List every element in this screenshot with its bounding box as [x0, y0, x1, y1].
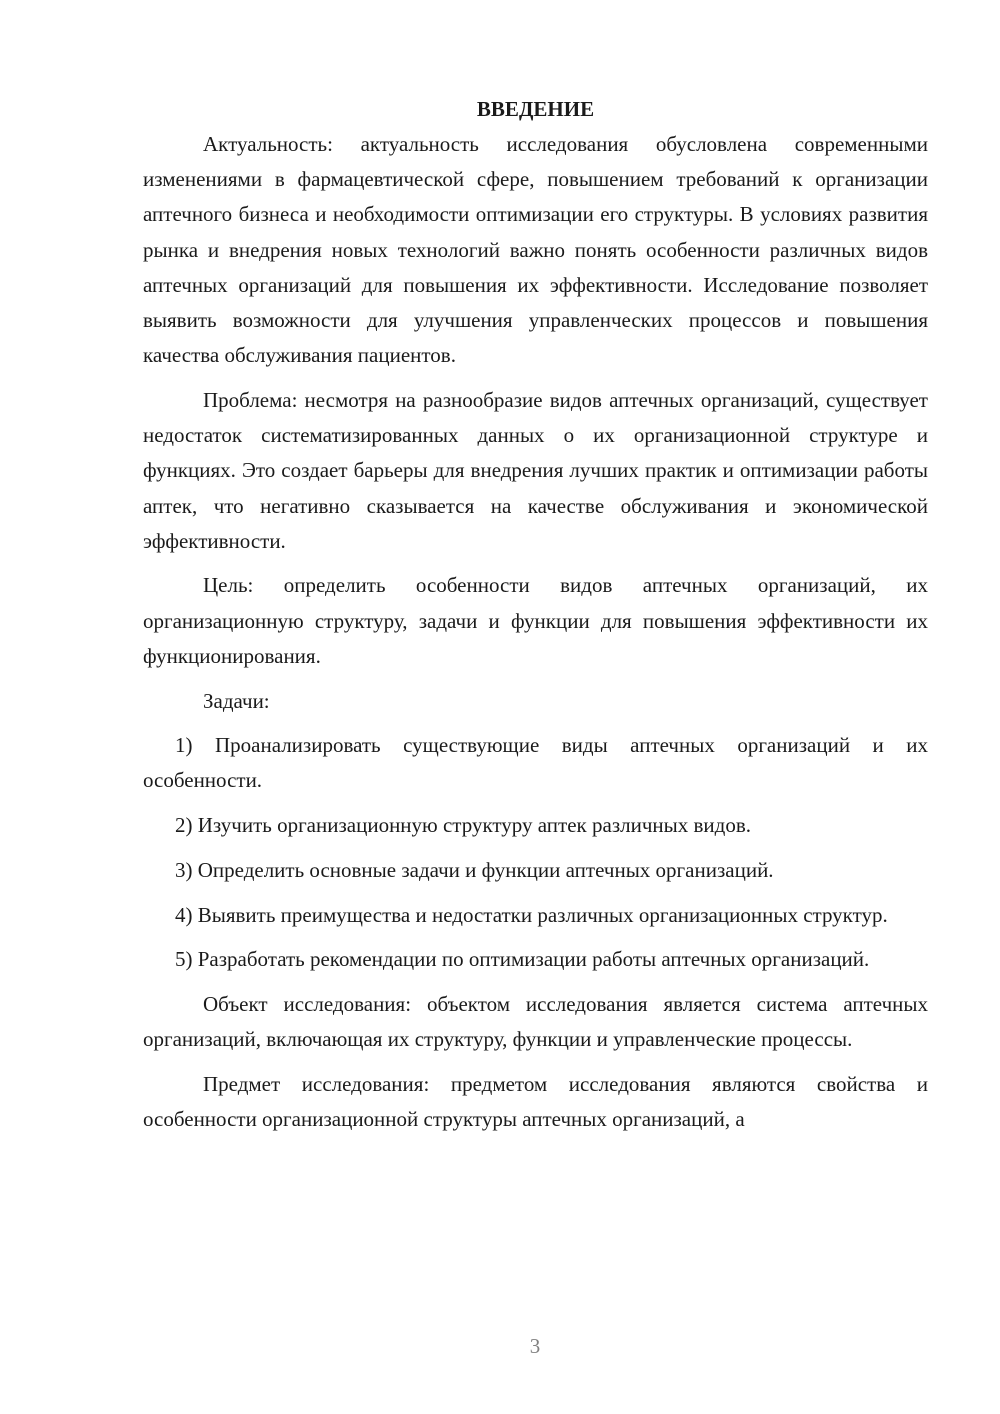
paragraph-subject: Предмет исследования: предметом исследования являются свойства и особенности организационной структуры аптечных организаций, а	[143, 1071, 928, 1132]
tasks-heading: Задачи:	[203, 688, 270, 713]
task-item-2: 2) Изучить организационную структуру аптек различных видов.	[175, 813, 751, 838]
task-item-5: 5) Разработать рекомендации по оптимизации работы аптечных организаций.	[175, 947, 870, 972]
paragraph-object: Объект исследования: объектом исследования является система аптечных организаций, включающая их структуру, функции и управленческие процессы.	[143, 991, 928, 1052]
paragraph-goal: Цель: определить особенности видов аптечных организаций, их организационную структуру, задачи и функции для повышения эффективности их функционирования.	[143, 573, 928, 668]
task-item-1: 1) Проанализировать существующие виды аптечных организаций и их особенности.	[143, 733, 928, 793]
document-page	[143, 92, 928, 1147]
paragraph-problem: Проблема: несмотря на разнообразие видов аптечных организаций, существует недостаток систематизированных данных о их организационной структуре и функциях. Это создает барьеры для внедрения лучших практик и оптимизации работы аптек, что негативно сказывается на качестве обслуживания и экономической эффективности.	[143, 387, 928, 553]
paragraph-relevance: Актуальность: актуальность исследования обусловлена современными изменениями в фармацевтической сфере, повышением требований к организации аптечного бизнеса и необходимости оптимизации его структуры. В условиях развития рынка и внедрения новых технологий важно понять особенности различных видов аптечных организаций для повышения их эффективности. Исследование позволяет выявить возможности для улучшения управленческих процессов и повышения качества обслуживания пациентов.	[143, 132, 928, 368]
section-title: ВВЕДЕНИЕ	[476, 97, 595, 121]
task-item-4: 4) Выявить преимущества и недостатки различных организационных структур.	[175, 902, 888, 927]
task-item-3: 3) Определить основные задачи и функции аптечных организаций.	[175, 857, 774, 882]
page-number: 3	[529, 1334, 541, 1358]
